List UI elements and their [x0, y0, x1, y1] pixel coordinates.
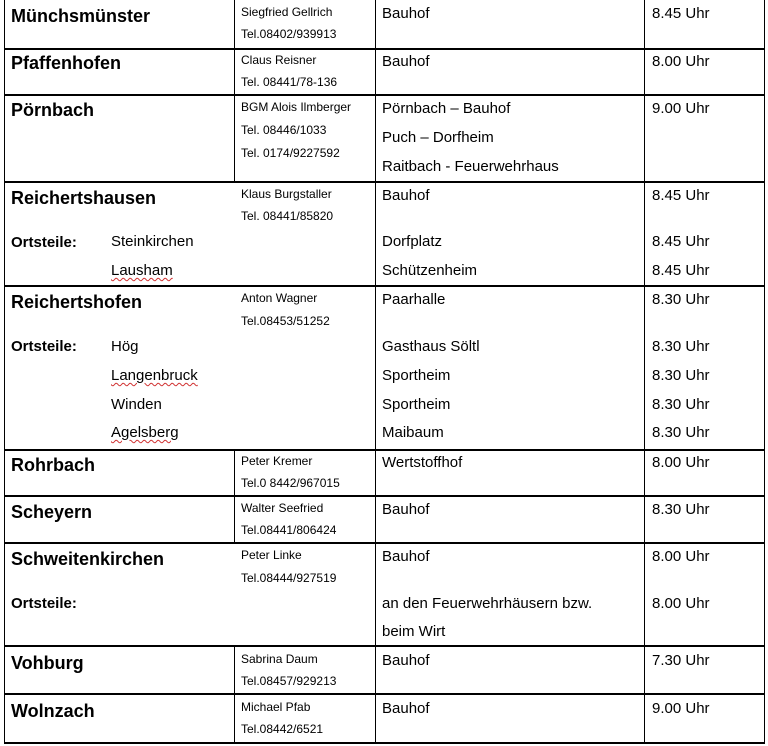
col-divider-right	[764, 0, 765, 744]
place-name: Pörnbach	[11, 100, 95, 120]
place-name: Wolnzach	[11, 701, 95, 721]
row-divider	[4, 48, 765, 50]
ortsteil-name: Hög	[111, 338, 139, 355]
collection-location: Bauhof	[382, 548, 430, 565]
collection-time: 8.30 Uhr	[652, 424, 710, 441]
place-name: Scheyern	[11, 502, 93, 522]
collection-location: Paarhalle	[382, 291, 446, 308]
contact-phone: Tel.0 8442/967015	[241, 476, 340, 490]
ortsteil-name: Winden	[111, 396, 162, 413]
col-divider-times	[644, 0, 645, 744]
collection-location: Bauhof	[382, 700, 430, 717]
collection-time: 8.45 Uhr	[652, 5, 710, 22]
collection-time: 9.00 Uhr	[652, 700, 710, 717]
ortsteil-name: Agelsberg	[111, 424, 179, 441]
col-divider-contact	[234, 694, 235, 742]
collection-location: Sportheim	[382, 396, 451, 413]
collection-location: Sportheim	[382, 367, 451, 384]
ortsteil-name: Lausham	[111, 262, 173, 279]
collection-time: 8.00 Uhr	[652, 595, 710, 612]
row-divider	[4, 285, 765, 287]
col-divider-contact	[234, 95, 235, 181]
place-name: Münchsmünster	[11, 6, 151, 26]
contact-phone: Tel. 08446/1033	[241, 123, 327, 137]
contact-name: Sabrina Daum	[241, 652, 318, 666]
collection-location: Bauhof	[382, 187, 430, 204]
collection-time: 8.30 Uhr	[652, 291, 710, 308]
contact-phone: Tel. 08441/85820	[241, 209, 334, 223]
row-divider	[4, 693, 765, 695]
contact-phone: Tel.08444/927519	[241, 571, 337, 585]
contact-name: Michael Pfab	[241, 700, 311, 714]
place-name: Rohrbach	[11, 455, 96, 475]
place-name: Vohburg	[11, 653, 84, 673]
collection-time: 8.30 Uhr	[652, 338, 710, 355]
contact-name: Anton Wagner	[241, 291, 318, 305]
contact-phone: Tel.08441/806424	[241, 523, 337, 537]
col-divider-contact	[234, 646, 235, 693]
collection-location: Bauhof	[382, 53, 430, 70]
collection-location: an den Feuerwehrhäusern bzw.	[382, 595, 593, 612]
col-divider-locations	[375, 0, 376, 744]
collection-time: 8.00 Uhr	[652, 454, 710, 471]
row-divider	[4, 181, 765, 183]
ortsteil-name: Langenbruck	[111, 367, 198, 384]
contact-name: Siegfried Gellrich	[241, 5, 333, 19]
row-divider	[4, 542, 765, 544]
collection-time: 8.30 Uhr	[652, 396, 710, 413]
place-name: Pfaffenhofen	[11, 53, 121, 73]
contact-name: Klaus Burgstaller	[241, 187, 332, 201]
collection-location: Bauhof	[382, 652, 430, 669]
contact-name: BGM Alois Ilmberger	[241, 100, 352, 114]
collection-location: Puch – Dorfheim	[382, 129, 494, 146]
row-divider	[4, 645, 765, 647]
row-divider	[4, 495, 765, 497]
collection-location: Bauhof	[382, 5, 430, 22]
collection-time: 8.45 Uhr	[652, 262, 710, 279]
ortsteile-label: Ortsteile:	[11, 595, 77, 612]
contact-phone: Tel.08442/6521	[241, 722, 324, 736]
place-name: Reichertshofen	[11, 292, 143, 312]
contact-name: Peter Kremer	[241, 454, 313, 468]
collection-time: 8.00 Uhr	[652, 548, 710, 565]
collection-location: Bauhof	[382, 501, 430, 518]
contact-phone: Tel. 0174/9227592	[241, 146, 340, 160]
contact-name: Claus Reisner	[241, 53, 317, 67]
contact-phone: Tel.08453/51252	[241, 314, 330, 328]
collection-location: Maibaum	[382, 424, 444, 441]
collection-time: 7.30 Uhr	[652, 652, 710, 669]
collection-location: Raitbach - Feuerwehrhaus	[382, 158, 559, 175]
col-divider-contact	[234, 450, 235, 495]
ortsteile-label: Ortsteile:	[11, 338, 77, 355]
contact-phone: Tel.08402/939913	[241, 27, 337, 41]
collection-time: 8.45 Uhr	[652, 187, 710, 204]
place-name: Schweitenkirchen	[11, 549, 165, 569]
ortsteile-label: Ortsteile:	[11, 234, 77, 251]
collection-time: 8.30 Uhr	[652, 367, 710, 384]
col-divider-contact	[234, 49, 235, 94]
contact-phone: Tel.08457/929213	[241, 674, 337, 688]
contact-name: Walter Seefried	[241, 501, 324, 515]
ortsteil-name: Steinkirchen	[111, 233, 194, 250]
collection-location: Gasthaus Söltl	[382, 338, 480, 355]
collection-location: Wertstoffhof	[382, 454, 463, 471]
collection-location: Dorfplatz	[382, 233, 443, 250]
collection-location: Pörnbach – Bauhof	[382, 100, 511, 117]
collection-time: 9.00 Uhr	[652, 100, 710, 117]
col-divider-left	[4, 0, 5, 744]
collection-time: 8.30 Uhr	[652, 501, 710, 518]
contact-phone: Tel. 08441/78-136	[241, 75, 338, 89]
row-divider	[4, 742, 765, 744]
row-divider	[4, 449, 765, 451]
col-divider-contact	[234, 496, 235, 542]
collection-time: 8.00 Uhr	[652, 53, 710, 70]
contact-name: Peter Linke	[241, 548, 302, 562]
col-divider-contact	[234, 0, 235, 48]
collection-location: Schützenheim	[382, 262, 478, 279]
collection-time: 8.45 Uhr	[652, 233, 710, 250]
row-divider	[4, 94, 765, 96]
collection-location: beim Wirt	[382, 623, 446, 640]
place-name: Reichertshausen	[11, 188, 157, 208]
